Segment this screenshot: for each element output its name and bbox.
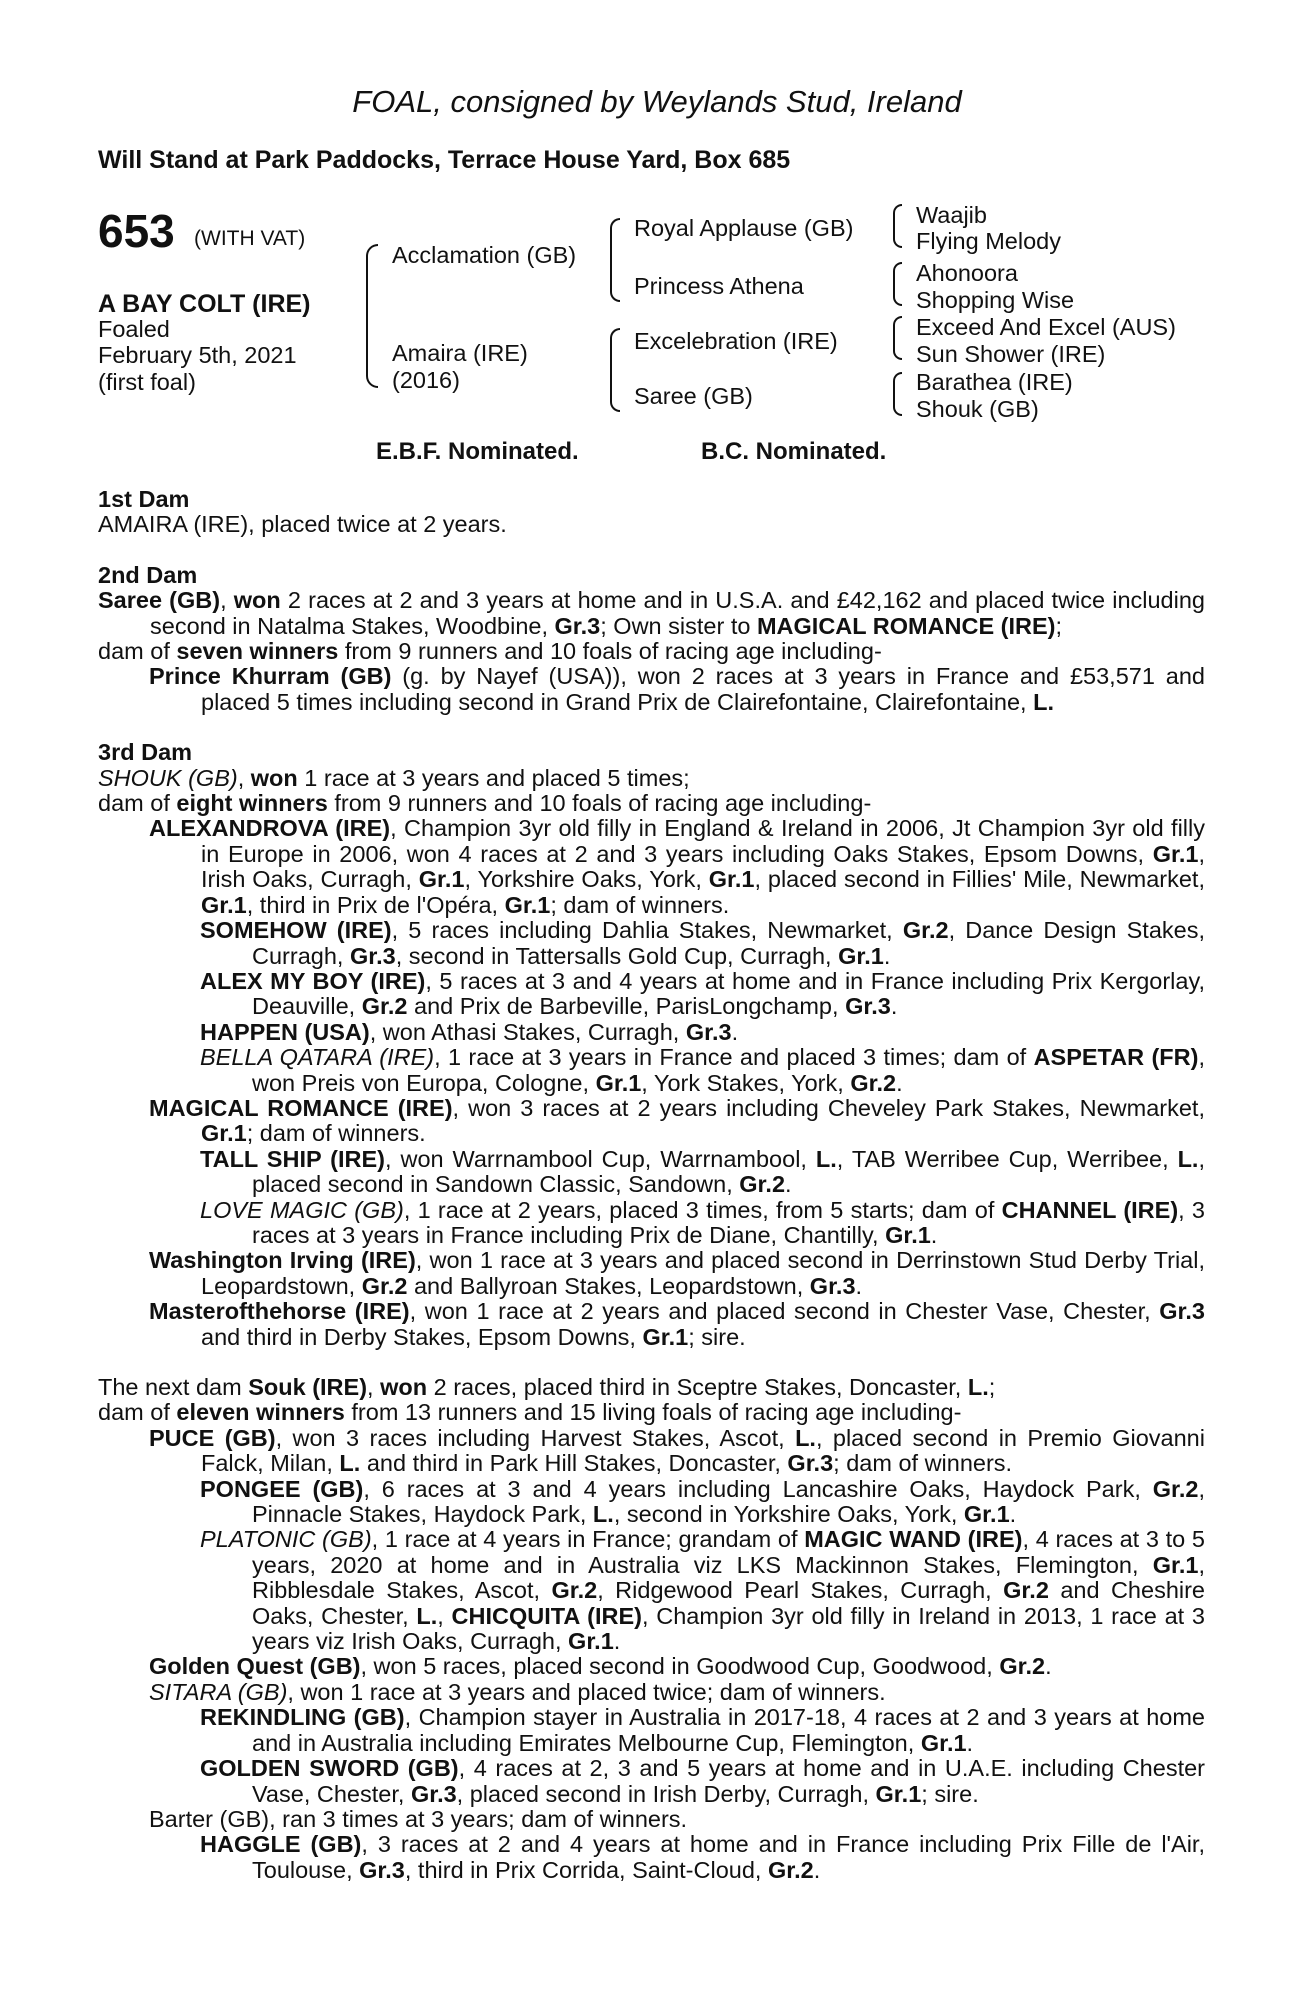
progeny-entry: Barter (GB), ran 3 times at 3 years; dam of winners. <box>149 1805 688 1832</box>
progeny-entry: SOMEHOW (IRE), 5 races including Dahlia Stakes, Newmarket, Gr.2, Dance Design Stakes, Curragh, Gr.3, second in Tattersalls Gold Cup, Curragh, Gr.1. <box>200 917 1205 969</box>
pedigree-sire-sire: Royal Applause (GB) <box>634 215 854 241</box>
progeny-entry: Masterofthehorse (IRE), won 1 race at 2 years and placed second in Chester Vase, Chester, Gr.3 and third in Derby Stakes, Epsom Downs, Gr.1; sire. <box>149 1298 1205 1350</box>
second-dam-paragraph: Saree (GB), won 2 races at 2 and 3 years at home and in U.S.A. and £42,162 and placed twice including second in Natalma Stakes, Woodbine, Gr.3; Own sister to MAGICAL ROMANCE (IRE); <box>98 587 1205 639</box>
progeny-entry: PUCE (GB), won 3 races including Harvest Stakes, Ascot, L., placed second in Premio Giovanni Falck, Milan, L. and third in Park Hill Stakes, Doncaster, Gr.3; dam of winners. <box>149 1424 1205 1477</box>
second-dam-heading: 2nd Dam <box>98 561 198 588</box>
pedigree-g3-6: Sun Shower (IRE) <box>916 341 1106 367</box>
pedigree-g3-7: Barathea (IRE) <box>916 369 1073 395</box>
progeny-entry: PLATONIC (GB), 1 race at 4 years in France; grandam of MAGIC WAND (IRE), 4 races at 3 to 5 years, 2020 at home and in Australia viz LKS Mackinnon Stakes, Flemington, Gr.1, Ribblesdale Stakes, Ascot, Gr.2, Ridgewood Pearl Stakes, Curragh, Gr.2 and Cheshire Oaks, Chester, L., CHICQUITA (IRE), Champion 3yr old filly in Ireland in 2013, 1 race at 3 years viz Irish Oaks, Curragh, Gr.1. <box>200 1526 1206 1655</box>
progeny-entry: MAGICAL ROMANCE (IRE), won 3 races at 2 years including Cheveley Park Stakes, Newmarket, Gr.1; dam of winners. <box>149 1094 1205 1147</box>
progeny-entry: HAGGLE (GB), 3 races at 2 and 4 years at home and in France including Prix Fille de l'Air, Toulouse, Gr.3, third in Prix Corrida, Saint-Cloud, Gr.2. <box>200 1831 1205 1883</box>
stand-location: Will Stand at Park Paddocks, Terrace House Yard, Box 685 <box>98 146 791 174</box>
pedigree-g3-2: Flying Melody <box>916 228 1061 254</box>
progeny-entry: BELLA QATARA (IRE), 1 race at 3 years in France and placed 3 times; dam of ASPETAR (FR), won Preis von Europa, Cologne, Gr.1, York Stakes, York, Gr.2. <box>200 1044 1205 1096</box>
pedigree-dam-dam: Saree (GB) <box>634 383 753 409</box>
progeny-entry: ALEX MY BOY (IRE), 5 races at 3 and 4 years at home and in France including Prix Kergorlay, Deauville, Gr.2 and Prix de Barbeville, ParisLongchamp, Gr.3. <box>200 967 1205 1020</box>
pedigree-brace-dam <box>610 328 620 412</box>
first-dam-heading: 1st Dam <box>98 486 190 512</box>
progeny-entry: REKINDLING (GB), Champion stayer in Australia in 2017-18, 4 races at 2 and 3 years at home and in Australia including Emirates Melbourne Cup, Flemington, Gr.1. <box>200 1704 1206 1756</box>
second-dam-produce-line: dam of seven winners from 9 runners and 10 foals of racing age including- <box>98 638 882 665</box>
pedigree-brace-gen1 <box>366 244 378 388</box>
progeny-entry: Golden Quest (GB), won 5 races, placed second in Goodwood Cup, Goodwood, Gr.2. <box>149 1653 1052 1680</box>
pedigree-brace-sire <box>610 218 620 302</box>
foaled-label: Foaled <box>98 316 170 342</box>
progeny-entry: SITARA (GB), won 1 race at 3 years and placed twice; dam of winners. <box>149 1678 886 1705</box>
pedigree-dam-year: (2016) <box>392 367 460 393</box>
next-dam-produce-line: dam of eleven winners from 13 runners and 15 living foals of racing age including- <box>98 1399 962 1426</box>
pedigree-dam-sire: Excelebration (IRE) <box>634 328 838 354</box>
third-dam-paragraph: SHOUK (GB), won 1 race at 3 years and placed 5 times; <box>98 764 690 791</box>
progeny-entry: PONGEE (GB), 6 races at 3 and 4 years including Lancashire Oaks, Haydock Park, Gr.2, Pinnacle Stakes, Haydock Park, L., second in Yorkshire Oaks, York, Gr.1. <box>200 1475 1206 1528</box>
lot-number: 653 <box>98 205 175 257</box>
catalogue-text <box>98 487 1205 1883</box>
progeny-entry: Washington Irving (IRE), won 1 race at 3 years and placed second in Derrinstown Stud Derby Trial, Leopardstown, Gr.2 and Ballyroan Stakes, Leopardstown, Gr.3. <box>149 1247 1205 1299</box>
ebf-nomination: E.B.F. Nominated. <box>376 438 579 465</box>
foaled-date: February 5th, 2021 <box>98 342 297 368</box>
pedigree-sire: Acclamation (GB) <box>392 242 577 268</box>
progeny-entry: HAPPEN (USA), won Athasi Stakes, Curragh, Gr.3. <box>200 1018 739 1045</box>
pedigree-g3-8: Shouk (GB) <box>916 396 1039 422</box>
pedigree-brace-g3-4 <box>893 372 902 416</box>
pedigree-g3-3: Ahonoora <box>916 260 1018 286</box>
progeny-entry: GOLDEN SWORD (GB), 4 races at 2, 3 and 5 years at home and in U.A.E. including Chester Vase, Chester, Gr.3, placed second in Irish Derby, Curragh, Gr.1; sire. <box>200 1755 1205 1807</box>
progeny-entry: Prince Khurram (GB) (g. by Nayef (USA)), won 2 races at 3 years in France and £53,571 and placed 5 times including second in Grand Prix de Clairefontaine, Clairefontaine, L. <box>149 663 1205 715</box>
pedigree-g3-4: Shopping Wise <box>916 287 1075 313</box>
pedigree-sire-dam: Princess Athena <box>634 273 804 299</box>
lot-name: A BAY COLT (IRE) <box>98 290 311 318</box>
foal-note: (first foal) <box>98 369 196 395</box>
progeny-entry: TALL SHIP (IRE), won Warrnambool Cup, Warrnambool, L., TAB Werribee Cup, Werribee, L., placed second in Sandown Classic, Sandown, Gr.2. <box>200 1145 1205 1198</box>
pedigree-brace-g3-3 <box>893 316 902 360</box>
pedigree-g3-5: Exceed And Excel (AUS) <box>916 314 1176 340</box>
next-dam-paragraph: The next dam Souk (IRE), won 2 races, placed third in Sceptre Stakes, Doncaster, L.; <box>98 1374 996 1400</box>
consignor-title: FOAL, consigned by Weylands Stud, Ireland <box>352 84 962 119</box>
pedigree-dam: Amaira (IRE) <box>392 340 528 366</box>
vat-label: (WITH VAT) <box>194 227 306 250</box>
third-dam-produce-line: dam of eight winners from 9 runners and 10 foals of racing age including- <box>98 790 872 817</box>
bc-nomination: B.C. Nominated. <box>701 438 887 465</box>
pedigree-brace-g3-1 <box>893 204 902 248</box>
pedigree-brace-g3-2 <box>893 262 902 306</box>
third-dam-heading: 3rd Dam <box>98 739 193 766</box>
progeny-entry: ALEXANDROVA (IRE), Champion 3yr old filly in England & Ireland in 2006, Jt Champion 3yr old filly in Europe in 2006, won 4 races at 2 and 3 years including Oaks Stakes, Epsom Downs, Gr.1, Irish Oaks, Curragh, Gr.1, Yorkshire Oaks, York, Gr.1, placed second in Fillies' Mile, Newmarket, Gr.1, third in Prix de l'Opéra, Gr.1; dam of winners. <box>149 815 1205 918</box>
pedigree-g3-1: Waajib <box>916 202 987 228</box>
progeny-entry: LOVE MAGIC (GB), 1 race at 2 years, placed 3 times, from 5 starts; dam of CHANNEL (IRE), 3 races at 3 years in France including Prix de Diane, Chantilly, Gr.1. <box>200 1196 1205 1248</box>
first-dam-paragraph: AMAIRA (IRE), placed twice at 2 years. <box>98 511 507 538</box>
